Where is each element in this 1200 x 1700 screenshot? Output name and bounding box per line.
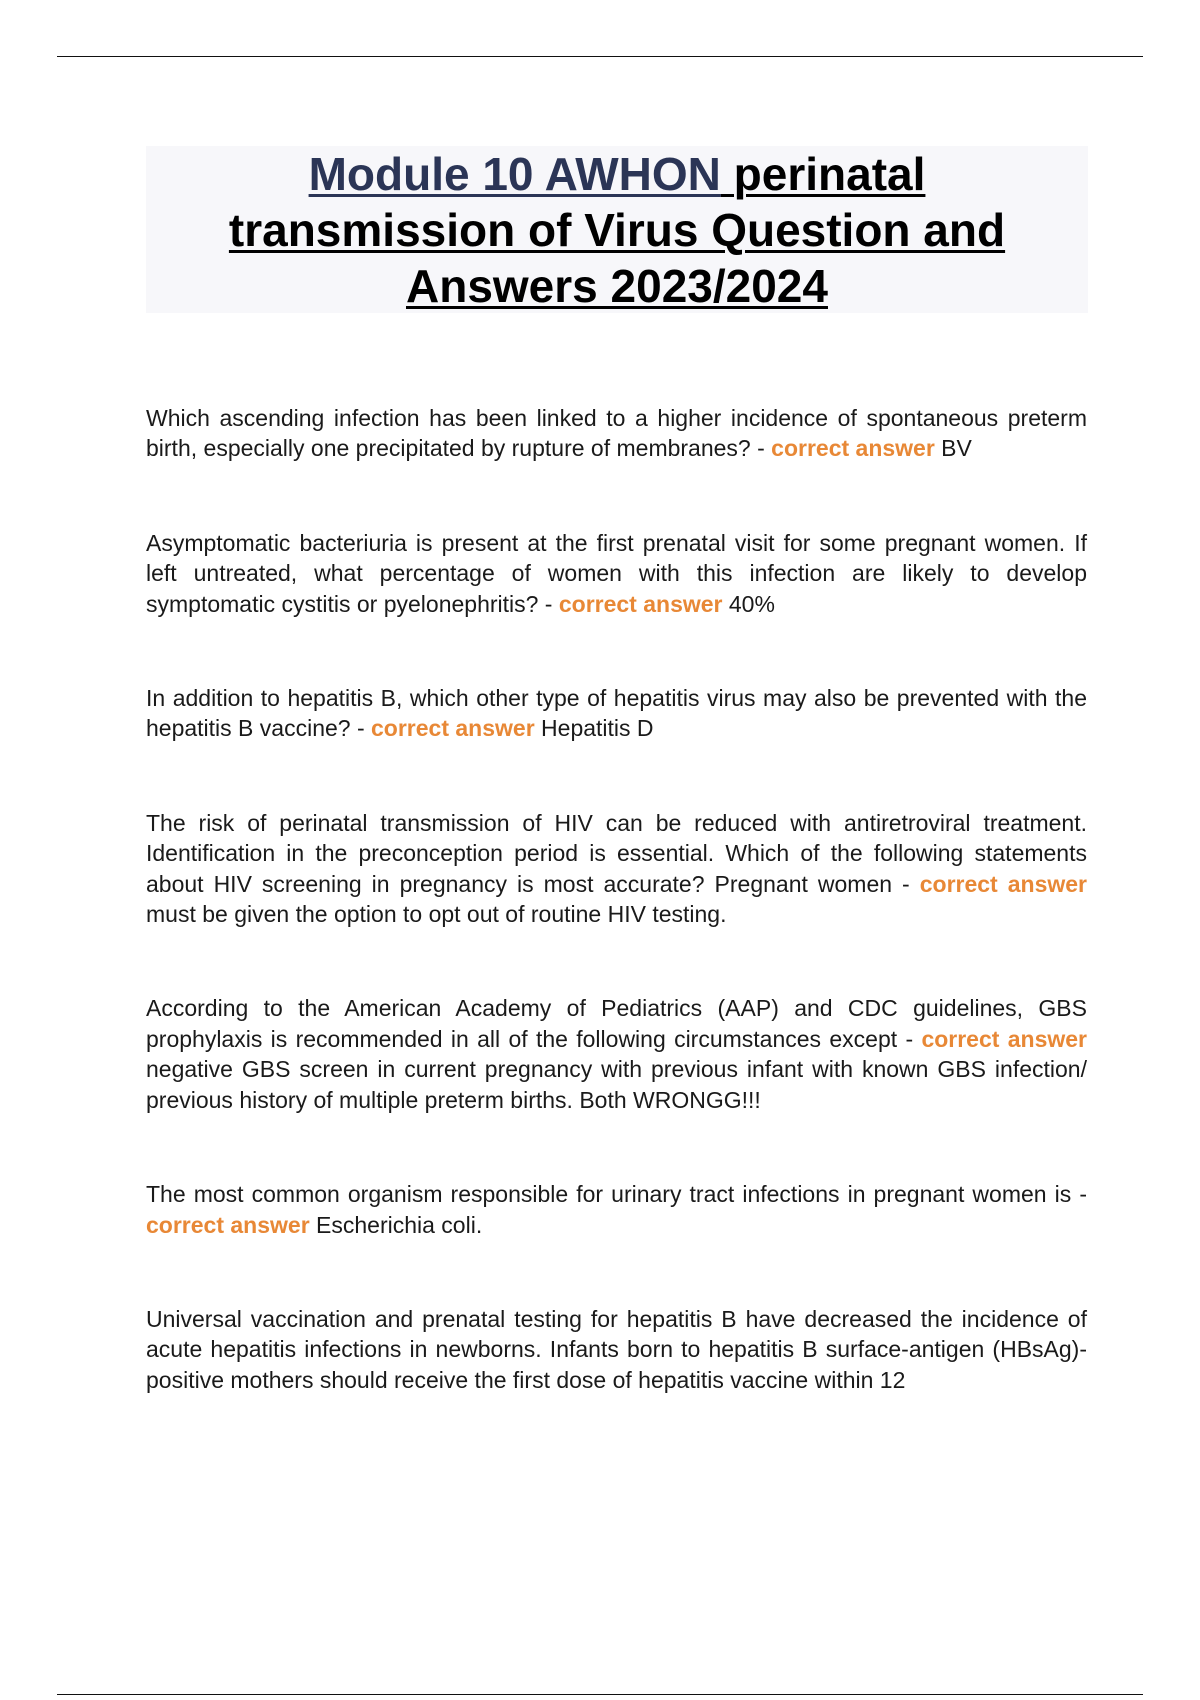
question-list (146, 403, 1087, 1459)
title-link[interactable]: Module 10 AWHON (308, 147, 721, 200)
title-banner (146, 146, 1088, 313)
qa-item (146, 528, 1087, 619)
answer-label: correct answer (921, 1025, 1088, 1052)
question-text: The most common organism responsible for urinary tract infections in pregnant women is - (146, 1181, 1087, 1208)
answer-label: correct answer (558, 590, 723, 617)
page-title (160, 146, 1074, 314)
answer-text: BV (934, 435, 972, 462)
answer-text: Escherichia coli. (309, 1211, 483, 1238)
qa-item (146, 683, 1087, 744)
question-text: The risk of perinatal transmission of HIV can be reduced with antiretroviral treatment. Identification in the preconception period is essential. Which of the following statements about HIV screening in pregnancy is most accurate? Pregnant women - (146, 809, 1087, 897)
qa-item (146, 993, 1087, 1115)
answer-label: correct answer (146, 1211, 310, 1238)
answer-text: negative GBS screen in current pregnancy with previous infant with known GBS infection/ previous history of multiple preterm births. Both WRONGG!!! (146, 1056, 1087, 1113)
answer-text: 40% (722, 590, 775, 617)
trailing-question-text: Universal vaccination and prenatal testing for hepatitis B have decreased the incidence of acute hepatitis infections in newborns. Infants born to hepatitis B surface-antigen (HBsAg)-positive mothers should receive the first dose of hepatitis vaccine within 12 (146, 1305, 1087, 1393)
top-divider (57, 56, 1143, 57)
answer-text: must be given the option to opt out of routine HIV testing. (146, 901, 727, 928)
qa-item (146, 1179, 1087, 1240)
question-text: Asymptomatic bacteriuria is present at the first prenatal visit for some pregnant women. If left untreated, what percentage of women with this infection are likely to develop symptomatic cystitis or pyelonephritis? - (146, 529, 1087, 617)
qa-item (146, 808, 1087, 930)
answer-label: correct answer (919, 870, 1087, 897)
question-text: According to the American Academy of Pediatrics (AAP) and CDC guidelines, GBS prophylaxis is recommended in all of the following circumstances except - (146, 995, 1087, 1052)
question-text: In addition to hepatitis B, which other type of hepatitis virus may also be prevented with the hepatitis B vaccine? - (146, 685, 1087, 742)
answer-text: Hepatitis D (534, 715, 654, 742)
qa-item (146, 403, 1087, 464)
bottom-divider (57, 1694, 1143, 1695)
question-text: Which ascending infection has been linked to a higher incidence of spontaneous preterm birth, especially one precipitated by rupture of membranes? - (146, 405, 1087, 462)
answer-label: correct answer (371, 715, 535, 742)
answer-label: correct answer (771, 435, 935, 462)
qa-item-partial (146, 1304, 1087, 1395)
title-rest: perinatal transmission of Virus Question and Answers 2023/2024 (228, 147, 1006, 312)
